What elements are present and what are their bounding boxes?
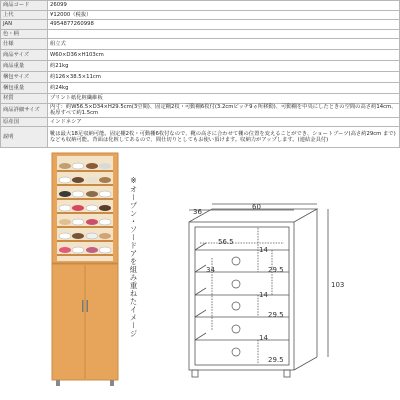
spec-value: 靴は最大18足収納可能。固定棚2枚・可動棚6枚付なので、靴の高さに合わせて棚の位置を変えることができ、ショートブーツ(高さ約29cm まで)なども収納可能。背面は化粧してあるので、間仕切りとしてもお使い頂けます。収納力がアップします。(連結金具付) [50,130,396,143]
spec-value [48,29,400,39]
spec-row-package-size [1,72,400,83]
spec-value: ¥12000（税抜） [48,10,400,20]
spec-label: JAN [1,20,48,30]
spec-value: インドネシア [48,117,400,127]
spec-label: 原産国 [1,117,48,127]
spec-value: 約24kg [48,83,400,94]
dim-space-height-2: 29.5 [268,311,284,319]
spec-value: 約21kg [48,61,400,72]
spec-label: 商品コード [1,1,48,11]
spec-label: 説明 [1,127,48,148]
spec-value: W60×D36×H103cm [48,50,400,61]
spec-label: 色・柄 [1,29,48,39]
spec-value: 内寸：約W56.5×D34×H29.5cm(3空間)、固定棚2枚・可動棚6枚付(3.2cmピッチ9ヵ所移動)、可動棚を中央にしたときの空間の高さ約14cm、板厚すべて約1.5cm [50,103,397,116]
spec-row-jan [1,20,400,30]
spec-row-detail-size [1,103,400,117]
spec-label: 材質 [1,94,48,104]
spec-label: 梱包重量 [1,83,48,94]
spec-row-package-weight [1,83,400,94]
dim-space-height-3: 29.5 [268,356,284,364]
dim-depth: 36 [193,208,202,216]
spec-label: 商品詳細サイズ [1,103,48,117]
dim-shelf-gap-1: 14 [259,246,268,254]
spec-label: 梱包サイズ [1,72,48,83]
spec-row-price [1,10,400,20]
dim-inner-depth: 34 [206,266,215,274]
spec-table [0,0,400,148]
spec-row-description [1,127,400,148]
image-caption: ※オープン・ソードアを組み重ねたイメージ [129,176,138,338]
spec-row-material [1,94,400,104]
spec-row-size [1,50,400,61]
spec-row-spec [1,39,400,50]
dim-width: 60 [252,203,261,211]
spec-row-origin [1,117,400,127]
spec-value: 26099 [48,1,400,11]
dim-shelf-gap-3: 14 [259,334,268,342]
spec-label: 商品重量 [1,61,48,72]
spec-value: 組立式 [48,39,400,50]
dim-height: 103 [331,281,345,289]
spec-label: 仕様 [1,39,48,50]
dim-shelf-gap-2: 14 [259,291,268,299]
spec-label: 商品サイズ [1,50,48,61]
spec-value: 約126×38.5×11cm [48,72,400,83]
spec-value: 4954877260998 [48,20,400,30]
shoe-cabinet-photo [52,153,118,386]
spec-value: プリント紙化粧繊維板 [48,94,400,104]
spec-row-weight [1,61,400,72]
spec-row-code [1,1,400,11]
product-illustration [0,150,400,400]
dim-inner-width: 56.5 [218,238,234,246]
spec-row-color [1,29,400,39]
spec-label: 上代 [1,10,48,20]
dim-space-height-1: 29.5 [268,266,284,274]
